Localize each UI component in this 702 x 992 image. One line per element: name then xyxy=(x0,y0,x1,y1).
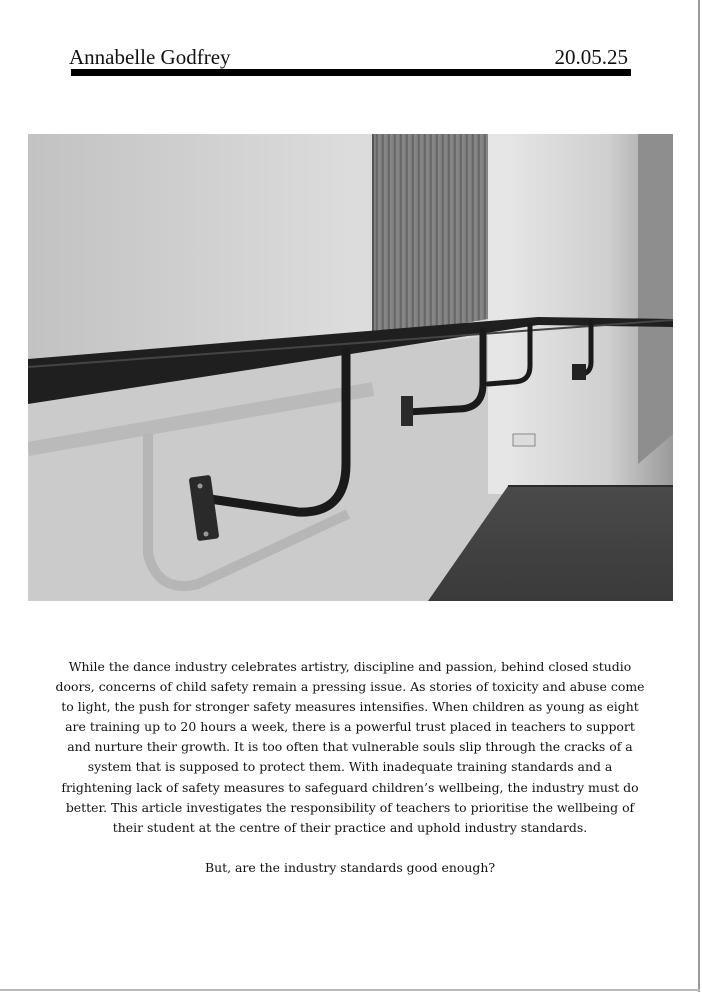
header-rule xyxy=(71,69,631,76)
article-question: But, are the industry standards good enough? xyxy=(204,860,496,875)
ballet-barre-photo xyxy=(28,134,673,601)
publication-date: 20.05.25 xyxy=(554,45,628,69)
page-header xyxy=(69,44,631,80)
page-edge xyxy=(0,989,700,991)
article-lead-paragraph xyxy=(52,657,648,838)
author-name: Annabelle Godfrey xyxy=(69,45,231,69)
page-edge xyxy=(698,0,700,992)
lead-paragraph-text: While the dance industry celebrates artistry, discipline and passion, behind closed studio doors, concerns of child safety remain a pressing issue. As stories of toxicity and abuse come to light, the push for stronger safety measures intensifies. When children as young as eight are training up to 20 hours a week, there is a powerful trust placed in teachers to support and nurture their growth. It is too often that vulnerable souls slip through the cracks of a system that is supposed to protect them. With inadequate training standards and a frightening lack of safety measures to safeguard children’s wellbeing, the industry must do better. This article investigates the responsibility of teachers to prioritise the wellbeing of their student at the centre of their practice and uphold industry standards. xyxy=(55,659,645,835)
